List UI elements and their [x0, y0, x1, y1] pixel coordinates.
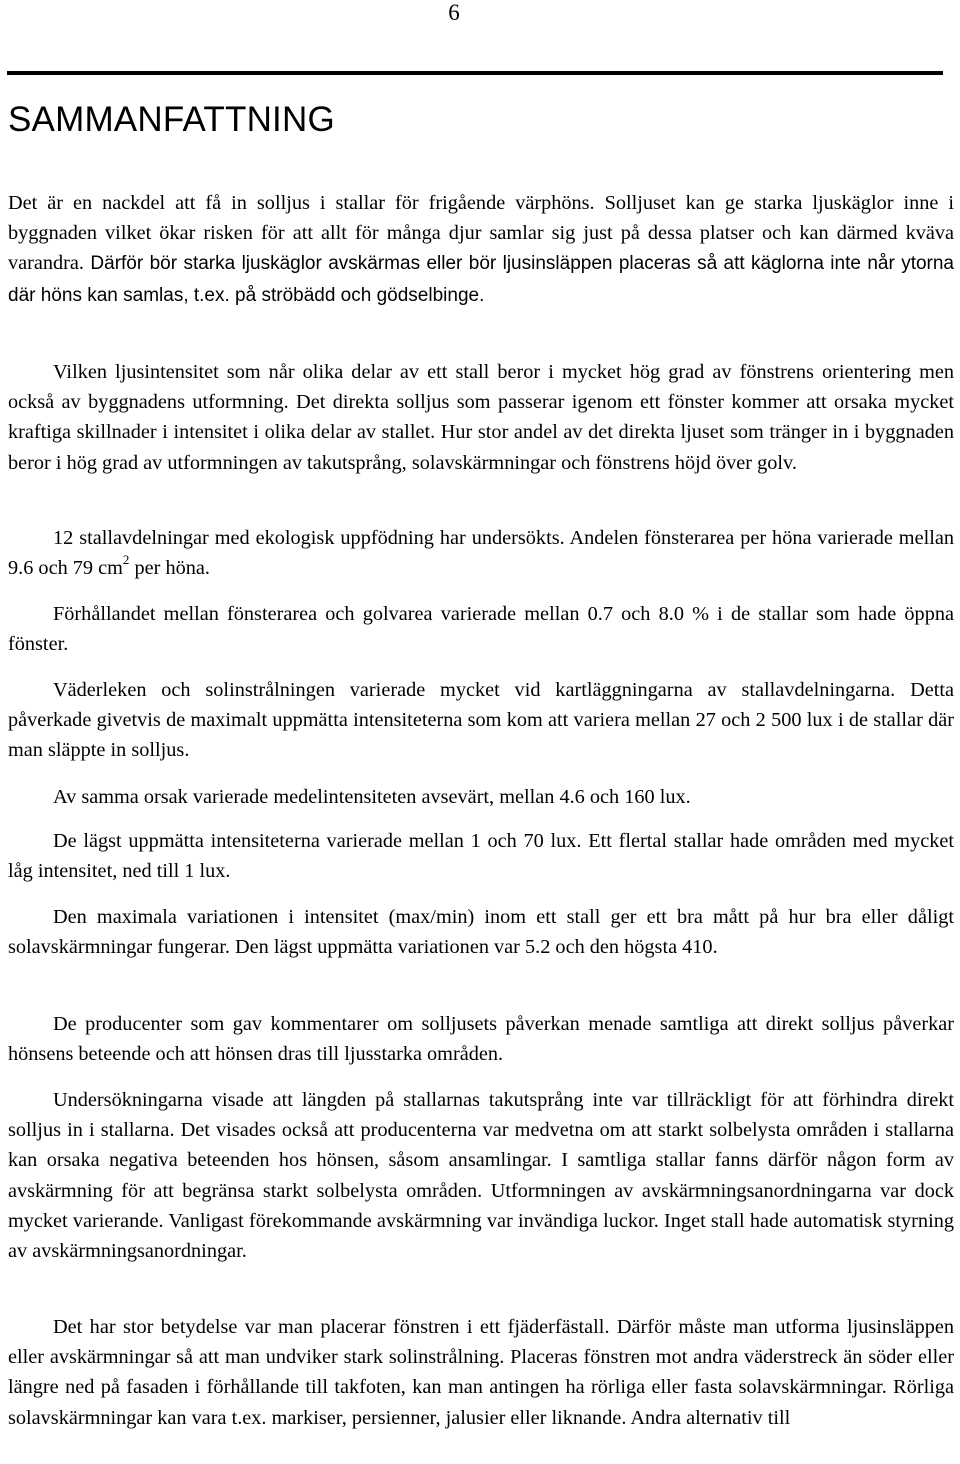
paragraph-3-tail: per höna.	[129, 557, 210, 580]
paragraph-1	[8, 188, 954, 311]
paragraph-3	[8, 523, 954, 583]
paragraph-4: Förhållandet mellan fönsterarea och golvarea varierade mellan 0.7 och 8.0 % i de stallar som hade öppna fönster.	[8, 603, 954, 656]
paragraph-1-serif-part: Det är en nackdel att få in solljus i stallar för frigående värphöns. Solljuset kan ge starka ljuskäglor inne i byggnaden vilket ökar risken för att allt för många djur samlar sig just på dessa platser och kan därmed kväva varandra.	[8, 192, 954, 275]
page-number: 6	[448, 0, 460, 25]
paragraph-8: Den maximala variationen i intensitet (max/min) inom ett stall ger ett bra mått på hur bra eller dåligt solavskärmningar fungerar. Den lägst uppmätta variationen var 5.2 och den högsta 410.	[8, 906, 954, 959]
header-rule	[7, 71, 943, 75]
paragraph-9: De producenter som gav kommentarer om solljusets påverkan menade samtliga att direkt solljus påverkar hönsens beteende och att hönsen dras till ljusstarka områden.	[8, 1013, 954, 1066]
paragraph-3-text: 12 stallavdelningar med ekologisk uppfödning har undersökts. Andelen fönsterarea per höna varierade mellan 9.6 och 79 cm	[8, 527, 954, 580]
section-heading: SAMMANFATTNING	[8, 100, 335, 139]
paragraph-1-sans-part: Därför bör starka ljuskäglor avskärmas eller bör ljusinsläppen placeras så att käglorna inte når ytorna där höns kan samlas, t.ex. på ströbädd och gödselbinge.	[8, 253, 954, 306]
paragraph-2: Vilken ljusintensitet som når olika delar av ett stall beror i mycket hög grad av fönstrens orientering men också av byggnadens utformning. Det direkta solljus som passerar igenom ett fönster kommer att orsaka mycket kraftiga skillnader i intensitet i olika delar av stallet. Hur stor andel av det direkta ljuset som tränger in i byggnaden beror i hög grad av utformningen av takutsprång, solavskärmningar och fönstrens höjd över golv.	[8, 361, 954, 474]
paragraph-6: Av samma orsak varierade medelintensiteten avsevärt, mellan 4.6 och 160 lux.	[53, 786, 691, 808]
paragraph-11: Det har stor betydelse var man placerar fönstren i ett fjäderfästall. Därför måste man utforma ljusinsläppen eller avskärmningar så att man undviker stark solinstrålning. Placeras fönstren mot andra väderstreck än söder eller längre ned på fasaden i förhållande till takfoten, kan man antingen ha rörliga eller fasta solavskärmningar. Rörliga solavskärmningar kan vara t.ex. markiser, persienner, jalusier eller liknande. Andra alternativ till	[8, 1316, 954, 1429]
paragraph-7: De lägst uppmätta intensiteterna varierade mellan 1 och 70 lux. Ett flertal stallar hade områden med mycket låg intensitet, ned till 1 lux.	[8, 830, 954, 883]
paragraph-10: Undersökningarna visade att längden på stallarnas takutsprång inte var tillräckligt för att förhindra direkt solljus in i stallarna. Det visades också att producenterna var medvetna om att starkt solbelysta områden i stallarna kan orsaka negativa beteenden hos hönsen, såsom ansamlingar. I samtliga stallar fanns därför någon form av avskärmning för att begränsa starkt solbelysta områden. Utformningen av avskärmningsanordningarna var dock mycket varierande. Vanligast förekommande avskärmning var invändiga luckor. Inget stall hade automatisk styrning av avskärmningsanordningar.	[8, 1089, 954, 1263]
paragraph-5: Väderleken och solinstrålningen varierade mycket vid kartläggningarna av stallavdelningarna. Detta påverkade givetvis de maximalt uppmätta intensiteterna som kom att variera mellan 27 och 2 500 lux i de stallar där man släppte in solljus.	[8, 679, 954, 762]
superscript-2: 2	[122, 552, 130, 568]
